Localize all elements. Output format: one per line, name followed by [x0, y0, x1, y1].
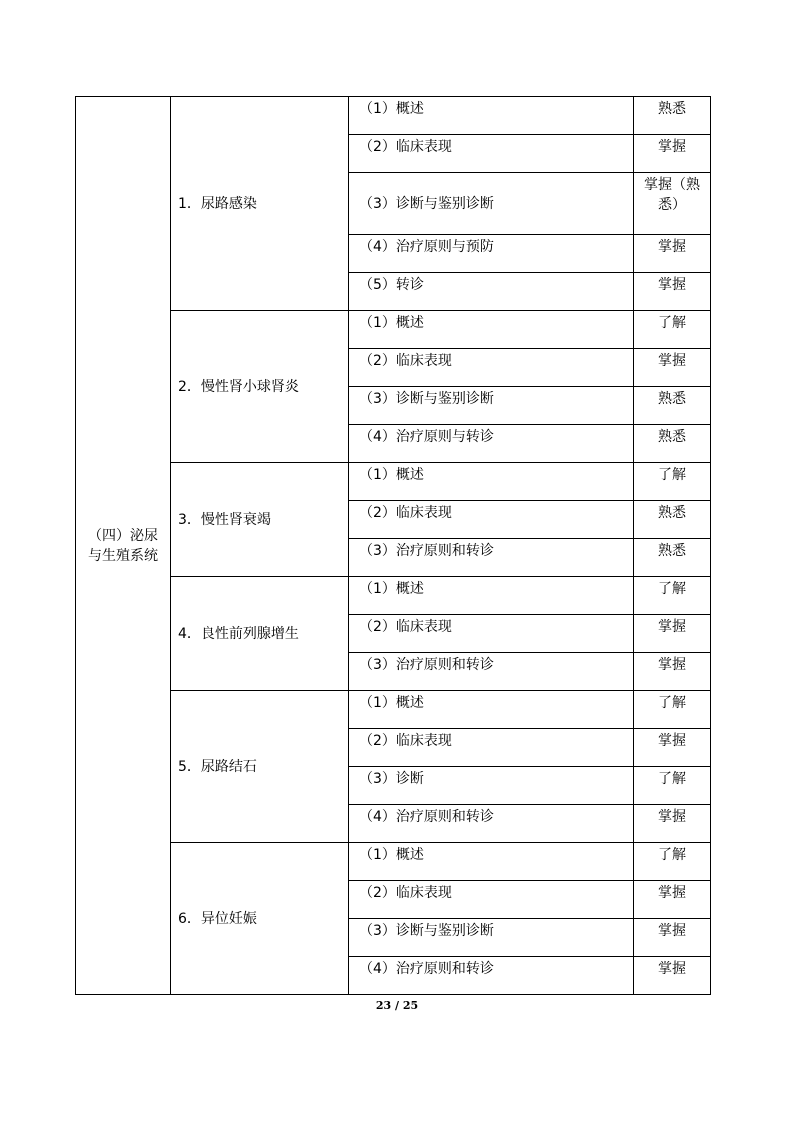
level-cell: 了解	[634, 311, 711, 349]
subtopic-cell: （4）治疗原则与预防	[349, 235, 634, 273]
table-row	[76, 97, 711, 135]
subtopic-cell: （1）概述	[349, 577, 634, 615]
subtopic-cell: （3）治疗原则和转诊	[349, 653, 634, 691]
subtopic-cell: （1）概述	[349, 311, 634, 349]
level-cell: 熟悉	[634, 501, 711, 539]
table-row	[76, 691, 711, 729]
subtopic-cell: （1）概述	[349, 843, 634, 881]
level-cell: 掌握	[634, 653, 711, 691]
subtopic-cell: （3）诊断与鉴别诊断	[349, 173, 634, 235]
level-cell: 了解	[634, 843, 711, 881]
subtopic-cell: （2）临床表现	[349, 729, 634, 767]
level-cell: 熟悉	[634, 425, 711, 463]
level-cell: 掌握	[634, 729, 711, 767]
category-cell: （四）泌尿与生殖系统	[76, 97, 171, 995]
level-cell: 掌握	[634, 349, 711, 387]
table-row	[76, 463, 711, 501]
level-cell: 掌握	[634, 957, 711, 995]
level-cell: 熟悉	[634, 387, 711, 425]
level-cell: 了解	[634, 463, 711, 501]
level-cell: 掌握（熟悉）	[634, 173, 711, 235]
subtopic-cell: （1）概述	[349, 463, 634, 501]
level-cell: 了解	[634, 767, 711, 805]
subtopic-cell: （3）诊断与鉴别诊断	[349, 387, 634, 425]
table-row	[76, 843, 711, 881]
subtopic-cell: （3）诊断	[349, 767, 634, 805]
subtopic-cell: （1）概述	[349, 691, 634, 729]
subtopic-cell: （2）临床表现	[349, 881, 634, 919]
topic-cell: 5．尿路结石	[171, 691, 349, 843]
syllabus-table	[75, 96, 711, 995]
subtopic-cell: （4）治疗原则与转诊	[349, 425, 634, 463]
subtopic-cell: （2）临床表现	[349, 501, 634, 539]
topic-cell: 3．慢性肾衰竭	[171, 463, 349, 577]
table-row	[76, 311, 711, 349]
page-number: 23 / 25	[375, 999, 419, 1012]
subtopic-cell: （5）转诊	[349, 273, 634, 311]
subtopic-cell: （2）临床表现	[349, 135, 634, 173]
topic-cell: 2．慢性肾小球肾炎	[171, 311, 349, 463]
subtopic-cell: （2）临床表现	[349, 349, 634, 387]
subtopic-cell: （2）临床表现	[349, 615, 634, 653]
subtopic-cell: （3）治疗原则和转诊	[349, 539, 634, 577]
level-cell: 掌握	[634, 273, 711, 311]
level-cell: 熟悉	[634, 97, 711, 135]
subtopic-cell: （4）治疗原则和转诊	[349, 805, 634, 843]
level-cell: 掌握	[634, 881, 711, 919]
level-cell: 掌握	[634, 805, 711, 843]
level-cell: 熟悉	[634, 539, 711, 577]
level-cell: 掌握	[634, 919, 711, 957]
level-cell: 掌握	[634, 235, 711, 273]
subtopic-cell: （3）诊断与鉴别诊断	[349, 919, 634, 957]
topic-cell: 1．尿路感染	[171, 97, 349, 311]
subtopic-cell: （1）概述	[349, 97, 634, 135]
level-cell: 掌握	[634, 135, 711, 173]
subtopic-cell: （4）治疗原则和转诊	[349, 957, 634, 995]
topic-cell: 4．良性前列腺增生	[171, 577, 349, 691]
level-cell: 了解	[634, 577, 711, 615]
topic-cell: 6．异位妊娠	[171, 843, 349, 995]
level-cell: 掌握	[634, 615, 711, 653]
level-cell: 了解	[634, 691, 711, 729]
table-row	[76, 577, 711, 615]
